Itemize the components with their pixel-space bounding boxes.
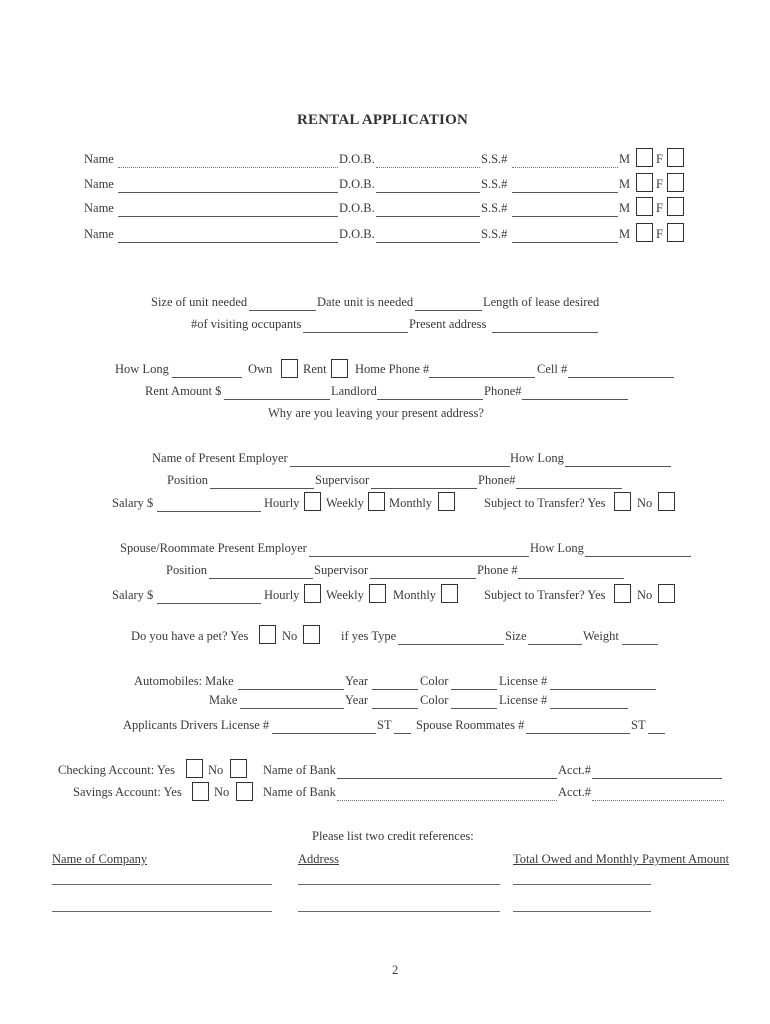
transfer-no-label: No — [637, 496, 653, 510]
employer-phone-label: Phone# — [478, 473, 516, 487]
savings-no-label: No — [214, 785, 230, 799]
present-address-label: Present address — [409, 317, 487, 331]
savings-yes-checkbox[interactable] — [192, 782, 209, 801]
spouse-salary-field[interactable] — [157, 589, 261, 604]
auto2-year-field[interactable] — [372, 694, 418, 709]
landlord-field[interactable] — [377, 385, 483, 400]
pet-weight-label: Weight — [583, 629, 619, 643]
spouse-employer-field[interactable] — [309, 542, 529, 557]
checking-bank-field[interactable] — [337, 764, 557, 779]
name-label: Name — [84, 201, 114, 215]
female-label: F — [656, 152, 663, 166]
name-field[interactable] — [118, 202, 338, 217]
male-label: M — [619, 201, 631, 215]
cell-field[interactable] — [568, 363, 674, 378]
credit2-address-field[interactable] — [298, 911, 500, 912]
employer-field[interactable] — [290, 452, 510, 467]
ss-label: S.S.# — [481, 152, 508, 166]
ss-label: S.S.# — [481, 227, 508, 241]
checking-yes-checkbox[interactable] — [186, 759, 203, 778]
auto1-color-field[interactable] — [451, 675, 497, 690]
transfer-label: Subject to Transfer? Yes — [484, 496, 606, 510]
spouse-supervisor-field[interactable] — [370, 564, 476, 579]
auto2-color-field[interactable] — [451, 694, 497, 709]
male-label: M — [619, 227, 631, 241]
auto2-color-label: Color — [420, 693, 449, 707]
date-needed-label: Date unit is needed — [317, 295, 414, 309]
spouse-transfer-label: Subject to Transfer? Yes — [484, 588, 606, 602]
name-label: Name — [84, 177, 114, 191]
checking-acct-field[interactable] — [592, 764, 722, 779]
how-long-label: How Long — [115, 362, 169, 376]
credit1-company-field[interactable] — [52, 884, 272, 885]
drivers-license-field[interactable] — [272, 719, 376, 734]
employer-how-long-label: How Long — [510, 451, 564, 465]
spouse-weekly-checkbox[interactable] — [369, 584, 386, 603]
checking-no-label: No — [208, 763, 224, 777]
savings-no-checkbox[interactable] — [236, 782, 253, 801]
spouse-transfer-no-checkbox[interactable] — [658, 584, 675, 603]
present-address-field[interactable] — [492, 318, 598, 333]
rent-amount-label: Rent Amount $ — [145, 384, 222, 398]
pet-size-field[interactable] — [528, 630, 582, 645]
dob-field[interactable] — [376, 202, 480, 217]
male-checkbox[interactable] — [636, 223, 653, 242]
dob-label: D.O.B. — [339, 152, 375, 166]
auto1-year-field[interactable] — [372, 675, 418, 690]
savings-acct-label: Acct.# — [558, 785, 591, 799]
female-label: F — [656, 177, 663, 191]
monthly-label: Monthly — [389, 496, 433, 510]
male-checkbox[interactable] — [636, 197, 653, 216]
name-label: Name — [84, 152, 114, 166]
spouse-how-long-label: How Long — [530, 541, 584, 555]
employer-phone-field[interactable] — [516, 474, 622, 489]
date-needed-field[interactable] — [415, 296, 482, 311]
rent-label: Rent — [303, 362, 327, 376]
unit-size-label: Size of unit needed — [151, 295, 248, 309]
female-checkbox[interactable] — [667, 148, 684, 167]
employer-how-long-field[interactable] — [565, 452, 671, 467]
auto1-year-label: Year — [345, 674, 369, 688]
male-checkbox[interactable] — [636, 148, 653, 167]
spouse-transfer-yes-checkbox[interactable] — [614, 584, 631, 603]
checking-label: Checking Account: Yes — [58, 763, 176, 777]
page-number: 2 — [392, 963, 399, 977]
female-checkbox[interactable] — [667, 173, 684, 192]
supervisor-field[interactable] — [371, 474, 477, 489]
landlord-label: Landlord — [331, 384, 377, 398]
col-owed-header: Total Owed and Monthly Payment Amount — [513, 852, 730, 866]
transfer-yes-checkbox[interactable] — [614, 492, 631, 511]
female-label: F — [656, 201, 663, 215]
credit2-company-field[interactable] — [52, 911, 272, 912]
spouse-monthly-checkbox[interactable] — [441, 584, 458, 603]
checking-bank-label: Name of Bank — [263, 763, 336, 777]
auto2-license-field[interactable] — [550, 694, 628, 709]
savings-label: Savings Account: Yes — [73, 785, 182, 799]
salary-field[interactable] — [157, 497, 261, 512]
pet-yes-checkbox[interactable] — [259, 625, 276, 644]
pet-question-label: Do you have a pet? Yes — [131, 629, 249, 643]
own-label: Own — [248, 362, 273, 376]
monthly-checkbox[interactable] — [438, 492, 455, 511]
checking-no-checkbox[interactable] — [230, 759, 247, 778]
spouse-weekly-label: Weekly — [326, 588, 364, 602]
auto2-make-label: Make — [209, 693, 238, 707]
dob-label: D.O.B. — [339, 177, 375, 191]
checking-acct-label: Acct.# — [558, 763, 591, 777]
name-field[interactable] — [118, 153, 338, 168]
automobiles-label: Automobiles: Make — [134, 674, 234, 688]
ss-field[interactable] — [512, 228, 618, 243]
savings-acct-field[interactable] — [592, 786, 724, 801]
ss-field[interactable] — [512, 153, 618, 168]
dob-field[interactable] — [376, 178, 480, 193]
rent-checkbox[interactable] — [331, 359, 348, 378]
unit-size-field[interactable] — [249, 296, 316, 311]
form-title: RENTAL APPLICATION — [297, 112, 468, 128]
spouse-phone-label: Phone # — [477, 563, 518, 577]
credit-intro: Please list two credit references: — [312, 829, 474, 843]
credit1-address-field[interactable] — [298, 884, 500, 885]
home-phone-label: Home Phone # — [355, 362, 430, 376]
male-label: M — [619, 152, 631, 166]
spouse-position-field[interactable] — [209, 564, 313, 579]
weekly-label: Weekly — [326, 496, 364, 510]
spouse-phone-field[interactable] — [518, 564, 624, 579]
rent-amount-field[interactable] — [224, 385, 330, 400]
occupants-field[interactable] — [303, 318, 408, 333]
ss-label: S.S.# — [481, 177, 508, 191]
auto2-license-label: License # — [499, 693, 548, 707]
dob-label: D.O.B. — [339, 201, 375, 215]
occupants-label: #of visiting occupants — [191, 317, 302, 331]
landlord-phone-label: Phone# — [484, 384, 522, 398]
ss-field[interactable] — [512, 178, 618, 193]
pet-type-label: if yes Type — [341, 629, 397, 643]
dob-field[interactable] — [376, 228, 480, 243]
hourly-checkbox[interactable] — [304, 492, 321, 511]
dob-field[interactable] — [376, 153, 480, 168]
position-field[interactable] — [210, 474, 314, 489]
male-label: M — [619, 177, 631, 191]
supervisor-label: Supervisor — [315, 473, 370, 487]
spouse-monthly-label: Monthly — [393, 588, 437, 602]
spouse-how-long-field[interactable] — [585, 542, 691, 557]
spouse-license-label: Spouse Roommates # — [416, 718, 525, 732]
female-label: F — [656, 227, 663, 241]
transfer-no-checkbox[interactable] — [658, 492, 675, 511]
auto1-make-field[interactable] — [238, 675, 344, 690]
spouse-supervisor-label: Supervisor — [314, 563, 369, 577]
st-field[interactable] — [394, 719, 411, 734]
col-address-header: Address — [298, 852, 339, 866]
credit2-owed-field[interactable] — [513, 911, 651, 912]
spouse-transfer-no-label: No — [637, 588, 653, 602]
auto2-year-label: Year — [345, 693, 369, 707]
ss-field[interactable] — [512, 202, 618, 217]
auto1-license-label: License # — [499, 674, 548, 688]
name-field[interactable] — [118, 178, 338, 193]
spouse-st-field[interactable] — [648, 719, 665, 734]
home-phone-field[interactable] — [429, 363, 535, 378]
spouse-st-label: ST — [631, 718, 646, 732]
savings-bank-field[interactable] — [337, 786, 557, 801]
female-checkbox[interactable] — [667, 197, 684, 216]
female-checkbox[interactable] — [667, 223, 684, 242]
spouse-salary-label: Salary $ — [112, 588, 154, 602]
name-label: Name — [84, 227, 114, 241]
name-field[interactable] — [118, 228, 338, 243]
how-long-field[interactable] — [172, 363, 242, 378]
employer-label: Name of Present Employer — [152, 451, 288, 465]
pet-size-label: Size — [505, 629, 527, 643]
pet-no-label: No — [282, 629, 298, 643]
col-company-header: Name of Company — [52, 852, 148, 866]
st-label: ST — [377, 718, 392, 732]
salary-label: Salary $ — [112, 496, 154, 510]
pet-weight-field[interactable] — [622, 630, 658, 645]
own-checkbox[interactable] — [281, 359, 298, 378]
lease-length-label: Length of lease desired — [483, 295, 600, 309]
auto1-color-label: Color — [420, 674, 449, 688]
male-checkbox[interactable] — [636, 173, 653, 192]
drivers-license-label: Applicants Drivers License # — [123, 718, 270, 732]
pet-type-field[interactable] — [398, 630, 504, 645]
auto2-make-field[interactable] — [240, 694, 344, 709]
ss-label: S.S.# — [481, 201, 508, 215]
savings-bank-label: Name of Bank — [263, 785, 336, 799]
weekly-checkbox[interactable] — [368, 492, 385, 511]
position-label: Position — [167, 473, 208, 487]
auto1-license-field[interactable] — [550, 675, 656, 690]
why-leaving-label: Why are you leaving your present address? — [268, 406, 484, 420]
spouse-license-field[interactable] — [526, 719, 630, 734]
spouse-position-label: Position — [166, 563, 207, 577]
spouse-hourly-label: Hourly — [264, 588, 300, 602]
pet-no-checkbox[interactable] — [303, 625, 320, 644]
cell-label: Cell # — [537, 362, 568, 376]
credit1-owed-field[interactable] — [513, 884, 651, 885]
spouse-employer-label: Spouse/Roommate Present Employer — [120, 541, 307, 555]
hourly-label: Hourly — [264, 496, 300, 510]
landlord-phone-field[interactable] — [522, 385, 628, 400]
dob-label: D.O.B. — [339, 227, 375, 241]
spouse-hourly-checkbox[interactable] — [304, 584, 321, 603]
